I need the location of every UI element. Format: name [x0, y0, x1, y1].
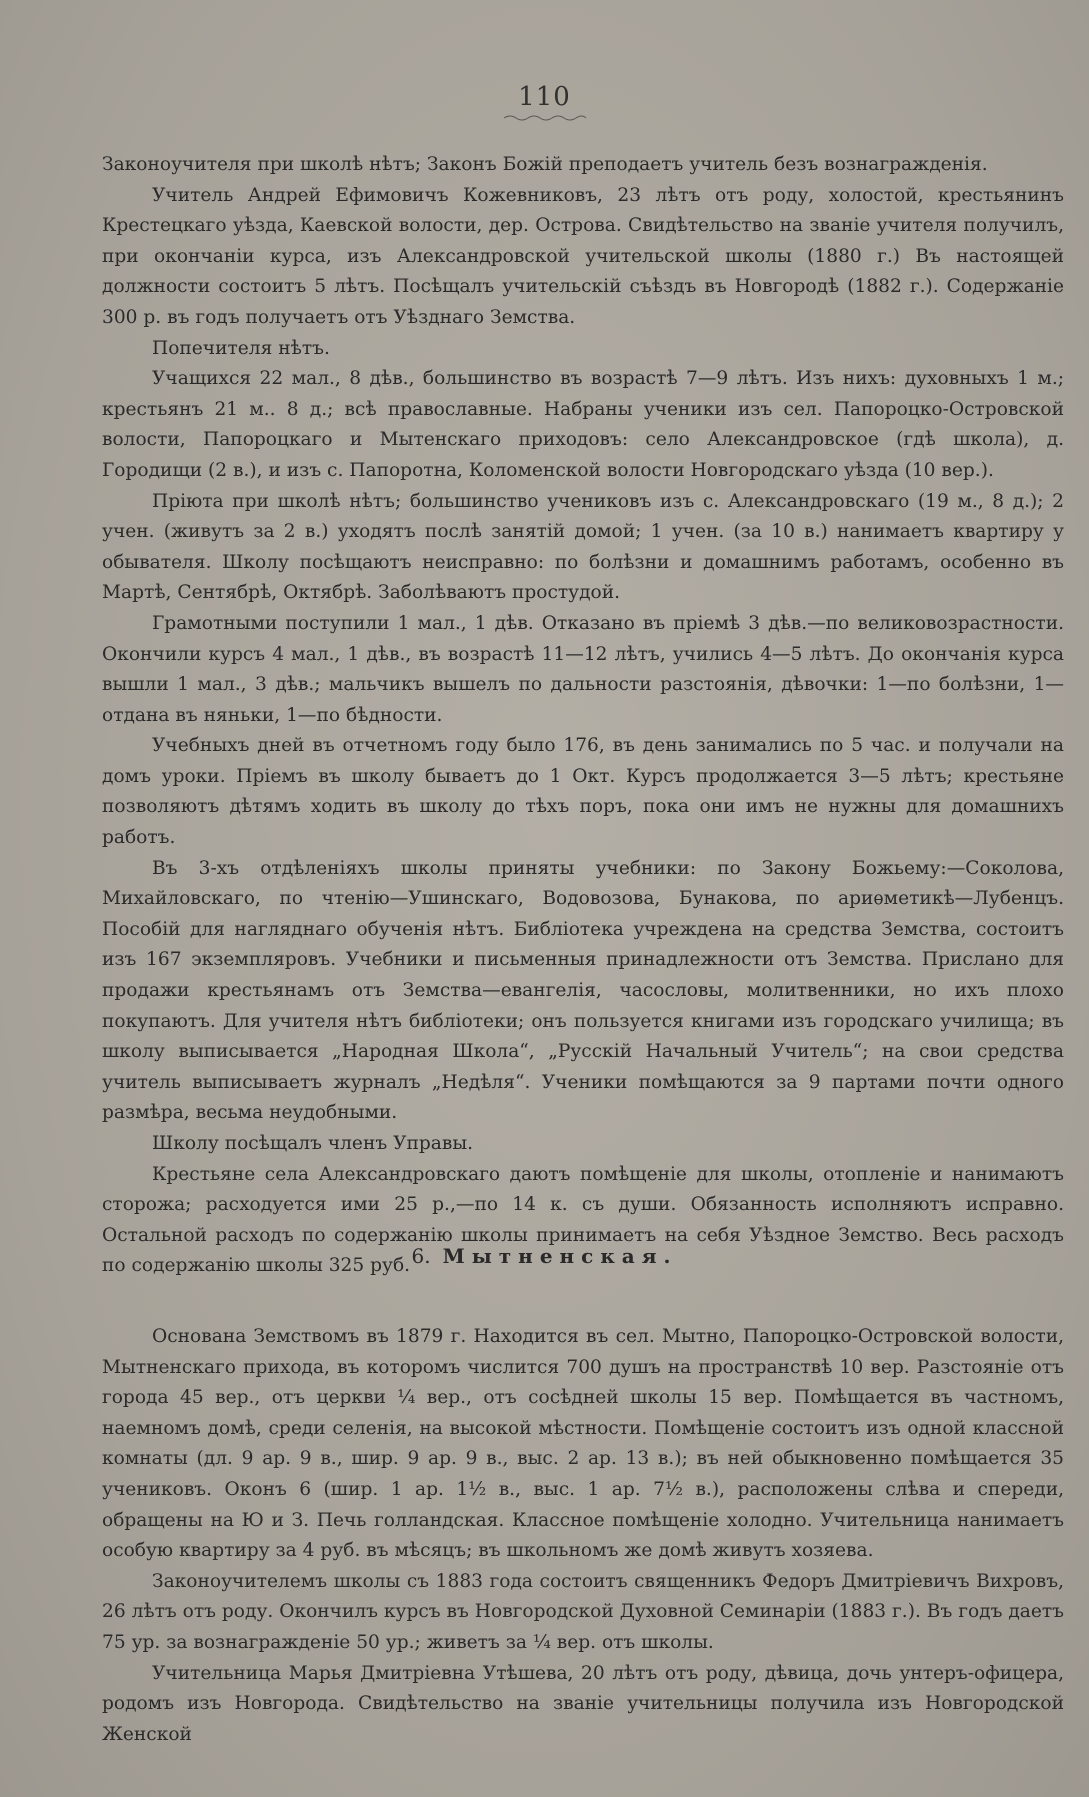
- paragraph: Крестьяне села Александровскаго даютъ помѣщеніе для школы, отопленіе и нанимаютъ сторожа; расходуется ими 25 р.,—по 14 к. съ души. Обязанность исполняютъ исправно. Остальной расходъ по содержанію школы принимаетъ на себя Уѣздное Земство. Весь расходъ по содержанію школы 325 руб.: [102, 1163, 1064, 1277]
- paragraph: Учительница Марья Дмитріевна Утѣшева, 20 лѣтъ отъ роду, дѣвица, дочь унтеръ-офицера, родомъ изъ Новгорода. Свидѣтельство на званіе учительницы получила изъ Новгородской Женской: [102, 1662, 1064, 1745]
- paragraph: Учебныхъ дней въ отчетномъ году было 176, въ день занимались по 5 час. и получали на домъ уроки. Пріемъ въ школу бываетъ до 1 Окт. Курсъ продолжается 3—5 лѣтъ; крестьяне позволяютъ дѣтямъ ходить въ школу до тѣхъ поръ, пока они имъ не нужны для домашнихъ работъ.: [102, 735, 1064, 849]
- section-title: Мытненская.: [442, 1244, 678, 1268]
- paragraph: Школу посѣщалъ членъ Управы.: [152, 1133, 474, 1154]
- paragraph: Въ 3-хъ отдѣленіяхъ школы приняты учебники: по Закону Божьему:—Соколова, Михайловскаго, по чтенію—Ушинскаго, Водовозова, Бунакова, по ариѳметикѣ—Лубенцъ. Пособій для нагляднаго обученія нѣтъ. Библіотека учреждена на средства Земства, состоитъ изъ 167 экземпляровъ. Учебники и письменныя принадлежности отъ Земства. Прислано для продажи крестьянамъ отъ Земства—евангелія, часословы, молитвенники, но ихъ плохо покупаютъ. Для учителя нѣтъ библіотеки; онъ пользуется книгами изъ городскаго училища; въ школу выписывается „Народная Школа“, „Русскій Начальный Учитель“; на свои средства учитель выписываетъ журналъ „Недѣля“. Ученики помѣщаются за 9 партами почти одного размѣра, весьма неудобными.: [102, 857, 1064, 1124]
- body-text-bottom: [102, 1322, 1064, 1750]
- paragraph: Учитель Андрей Ефимовичъ Кожевниковъ, 23 лѣтъ отъ роду, холостой, крестьянинъ Крестецкаго уѣзда, Каевской волости, дер. Острова. Свидѣтельство на званіе учителя получилъ, при окончаніи курса, изъ Александровской учительской школы (1880 г.) Въ настоящей должности состоитъ 5 лѣтъ. Посѣщалъ учительскій съѣздъ въ Новгородѣ (1882 г.). Содержаніе 300 р. въ годъ получаетъ отъ Уѣзднаго Земства.: [102, 184, 1064, 328]
- paragraph: Законоучителя при школѣ нѣтъ; Законъ Божій преподаетъ учитель безъ вознагражденія.: [102, 154, 988, 175]
- page-number-ornament: [502, 114, 588, 122]
- paragraph: Основана Земствомъ въ 1879 г. Находится въ сел. Мытно, Папороцко-Островской волости, Мытненскаго прихода, въ которомъ числится 700 душъ на пространствѣ 10 вер. Разстояніе отъ города 45 вер., отъ церкви ¼ вер., отъ сосѣдней школы 15 вер. Помѣщается въ частномъ, наемномъ домѣ, среди селенія, на высокой мѣстности. Помѣщеніе состоитъ изъ одной классной комнаты (дл. 9 ар. 9 в., шир. 9 ар. 9 в., выс. 2 ар. 13 в.); въ ней обыкновенно помѣщается 35 учениковъ. Оконъ 6 (шир. 1 ар. 1½ в., выс. 1 ар. 7½ в.), расположены слѣва и спереди, обращены на Ю и З. Печь голландская. Классное помѣщеніе холодно. Учительница нанимаетъ особую квартиру за 4 руб. въ мѣсяцъ; въ школьномъ же домѣ живутъ хозяева.: [102, 1326, 1064, 1562]
- section-number: 6.: [411, 1244, 431, 1268]
- paragraph: Грамотными поступили 1 мал., 1 дѣв. Отказано въ пріемѣ 3 дѣв.—по великовозрастности. Окончили курсъ 4 мал., 1 дѣв., въ возрастѣ 11—12 лѣтъ, учились 4—5 лѣтъ. До окончанія курса вышли 1 мал., 3 дѣв.; мальчикъ вышелъ по дальности разстоянія, дѣвочки: 1—по болѣзни, 1—отдана въ няньки, 1—по бѣдности.: [102, 612, 1064, 726]
- paragraph: Попечителя нѣтъ.: [152, 337, 330, 359]
- page-number: 110: [518, 82, 571, 112]
- paragraph: Учащихся 22 мал., 8 дѣв., большинство въ возрастѣ 7—9 лѣтъ. Изъ нихъ: духовныхъ 1 м.; крестьянъ 21 м.. 8 д.; всѣ православные. Набраны ученики изъ сел. Папороцко-Островской волости, Папороцкаго и Мытенскаго приходовъ: село Александровское (гдѣ школа), д. Городищи (2 в.), и изъ с. Папоротна, Коломенской волости Новгородскаго уѣзда (10 вер.).: [102, 368, 1064, 481]
- body-text-top: [102, 150, 1064, 1282]
- section-heading: [0, 1244, 1089, 1268]
- paragraph: Пріюта при школѣ нѣтъ; большинство учениковъ изъ с. Александровскаго (19 м., 8 д.); 2 учен. (живутъ за 2 в.) уходятъ послѣ занятій домой; 1 учен. (за 10 в.) нанимаетъ квартиру у обывателя. Школу посѣщаютъ неисправно: по болѣзни и домашнимъ работамъ, особенно въ Мартѣ, Сентябрѣ, Октябрѣ. Заболѣваютъ простудой.: [102, 490, 1064, 604]
- paragraph: Законоучителемъ школы съ 1883 года состоитъ священникъ Федоръ Дмитріевичъ Вихровъ, 26 лѣтъ отъ роду. Окончилъ курсъ въ Новгородской Духовной Семинаріи (1883 г.). Въ годъ даетъ 75 ур. за вознагражденіе 50 ур.; живетъ за ¼ вер. отъ школы.: [102, 1570, 1064, 1653]
